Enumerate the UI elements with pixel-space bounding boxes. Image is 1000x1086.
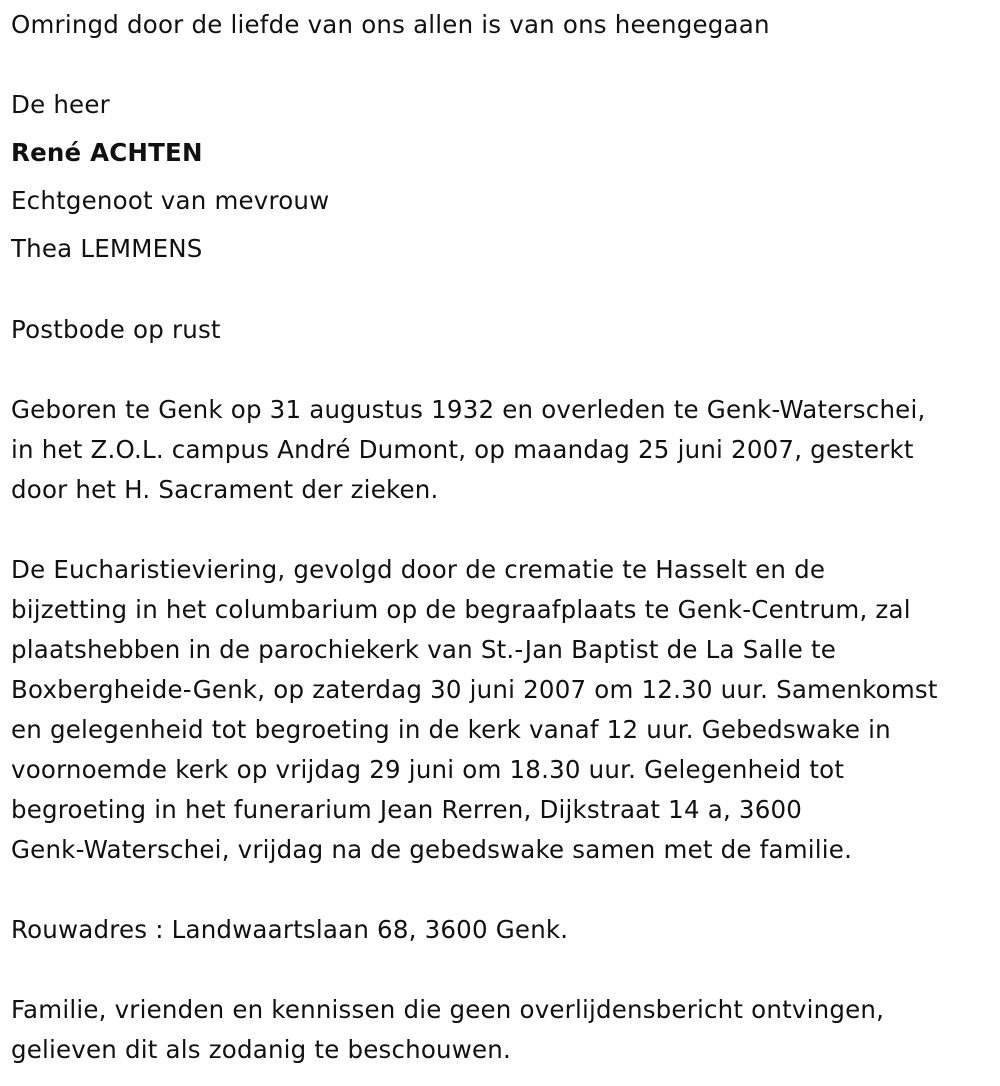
ceremony-line: begroeting in het funerarium Jean Rerren, Dijkstraat 14 a, 3600 [11, 795, 803, 824]
ceremony-line: De Eucharistieviering, gevolgd door de crematie te Hasselt en de [11, 555, 826, 584]
ceremony-line: bijzetting in het columbarium op de begraafplaats te Genk-Centrum, zal [11, 595, 911, 624]
spouse-name: Thea LEMMENS [11, 234, 203, 263]
occupation: Postbode op rust [11, 315, 221, 344]
ceremony-line: Genk-Waterschei, vrijdag na de gebedswake samen met de familie. [11, 835, 853, 864]
birth-death-paragraph [11, 390, 996, 510]
birth-death-line: Geboren te Genk op 31 augustus 1932 en overleden te Genk-Waterschei, [11, 395, 926, 424]
deceased-name: René ACHTEN [11, 138, 203, 167]
ceremony-line: Boxbergheide-Genk, op zaterdag 30 juni 2007 om 12.30 uur. Samenkomst [11, 675, 938, 704]
closing-line: gelieven dit als zodanig te beschouwen. [11, 1035, 512, 1064]
mourning-address: Rouwadres : Landwaartslaan 68, 3600 Genk. [11, 915, 569, 944]
closing-line: Familie, vrienden en kennissen die geen overlijdensbericht ontvingen, [11, 995, 885, 1024]
salutation: De heer [11, 90, 110, 119]
ceremony-paragraph [11, 550, 996, 870]
ceremony-line: en gelegenheid tot begroeting in de kerk vanaf 12 uur. Gebedswake in [11, 715, 891, 744]
birth-death-line: door het H. Sacrament der zieken. [11, 475, 439, 504]
intro-line: Omringd door de liefde van ons allen is van ons heengegaan [11, 10, 770, 39]
ceremony-line: plaatshebben in de parochiekerk van St.-Jan Baptist de La Salle te [11, 635, 837, 664]
ceremony-line: voornoemde kerk op vrijdag 29 juni om 18.30 uur. Gelegenheid tot [11, 755, 845, 784]
birth-death-line: in het Z.O.L. campus André Dumont, op maandag 25 juni 2007, gesterkt [11, 435, 914, 464]
spouse-label: Echtgenoot van mevrouw [11, 186, 330, 215]
closing-paragraph [11, 990, 996, 1070]
